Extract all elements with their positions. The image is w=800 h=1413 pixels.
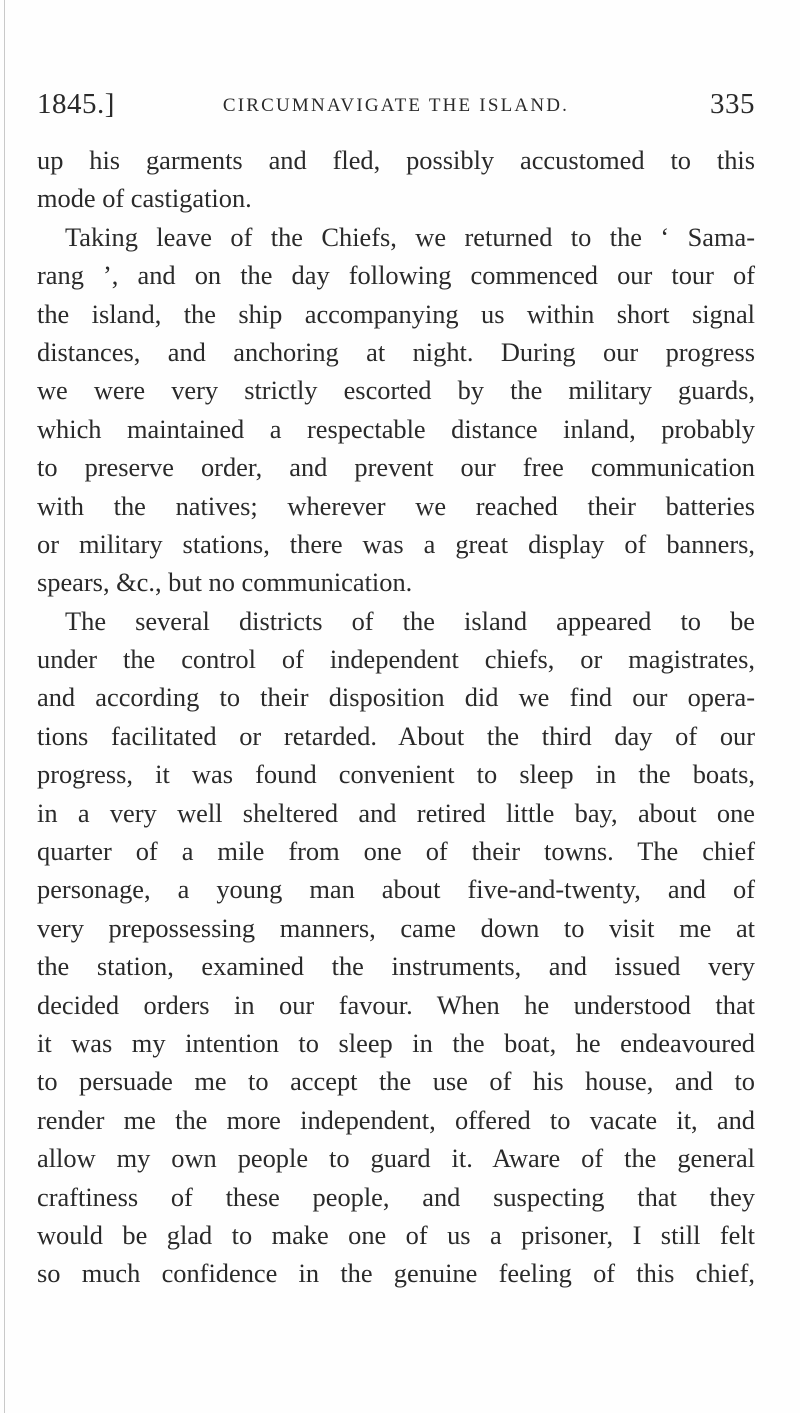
text-line: rang ’, and on the day following commenced our tour of [37,260,755,291]
text-line: up his garments and fled, possibly accustomed to this [37,145,755,175]
text-line: mode of castigation. [37,183,252,214]
header-year: 1845.] [37,88,115,120]
text-line: the island, the ship accompanying us within short signal [37,298,755,329]
running-header [37,88,755,120]
text-line: render me the more independent, offered to vacate it, and [37,1104,755,1135]
body-text [37,141,755,1293]
text-line: spears, &c., but no communication. [37,567,413,598]
text-line: the station, examined the instruments, and issued very [37,951,755,982]
page-edge-divider [4,0,5,1413]
text-line: Taking leave of the Chiefs, we returned to the ‘ Sama- [65,221,755,252]
text-line: personage, a young man about five-and-twenty, and of [37,874,755,905]
header-title: CIRCUMNAVIGATE THE ISLAND. [222,95,570,116]
text-line: quarter of a mile from one of their towns. The chief [37,836,755,867]
text-line: would be glad to make one of us a prisoner, I still felt [37,1219,755,1250]
page-number: 335 [710,88,755,120]
text-line: allow my own people to guard it. Aware of the general [37,1143,755,1174]
text-line: in a very well sheltered and retired little bay, about one [37,797,755,828]
text-line: The several districts of the island appeared to be [65,605,755,636]
text-line: we were very strictly escorted by the military guards, [37,375,755,406]
text-line: to preserve order, and prevent our free communication [37,452,755,483]
text-line: with the natives; wherever we reached their batteries [37,490,755,521]
text-line: tions facilitated or retarded. About the third day of our [37,720,755,751]
text-line: so much confidence in the genuine feeling of this chief, [37,1258,755,1289]
text-line: and according to their disposition did we find our opera- [37,682,755,713]
text-line: decided orders in our favour. When he understood that [37,989,755,1020]
text-line: under the control of independent chiefs, or magistrates, [37,644,755,675]
text-line: progress, it was found convenient to sleep in the boats, [37,759,755,790]
text-line: craftiness of these people, and suspecting that they [37,1181,755,1212]
text-line: or military stations, there was a great display of banners, [37,528,755,559]
text-line: it was my intention to sleep in the boat, he endeavoured [37,1027,755,1058]
text-line: very prepossessing manners, came down to visit me at [37,912,755,943]
text-line: which maintained a respectable distance inland, probably [37,413,755,444]
text-line: distances, and anchoring at night. During our progress [37,336,755,367]
text-line: to persuade me to accept the use of his house, and to [37,1066,755,1097]
